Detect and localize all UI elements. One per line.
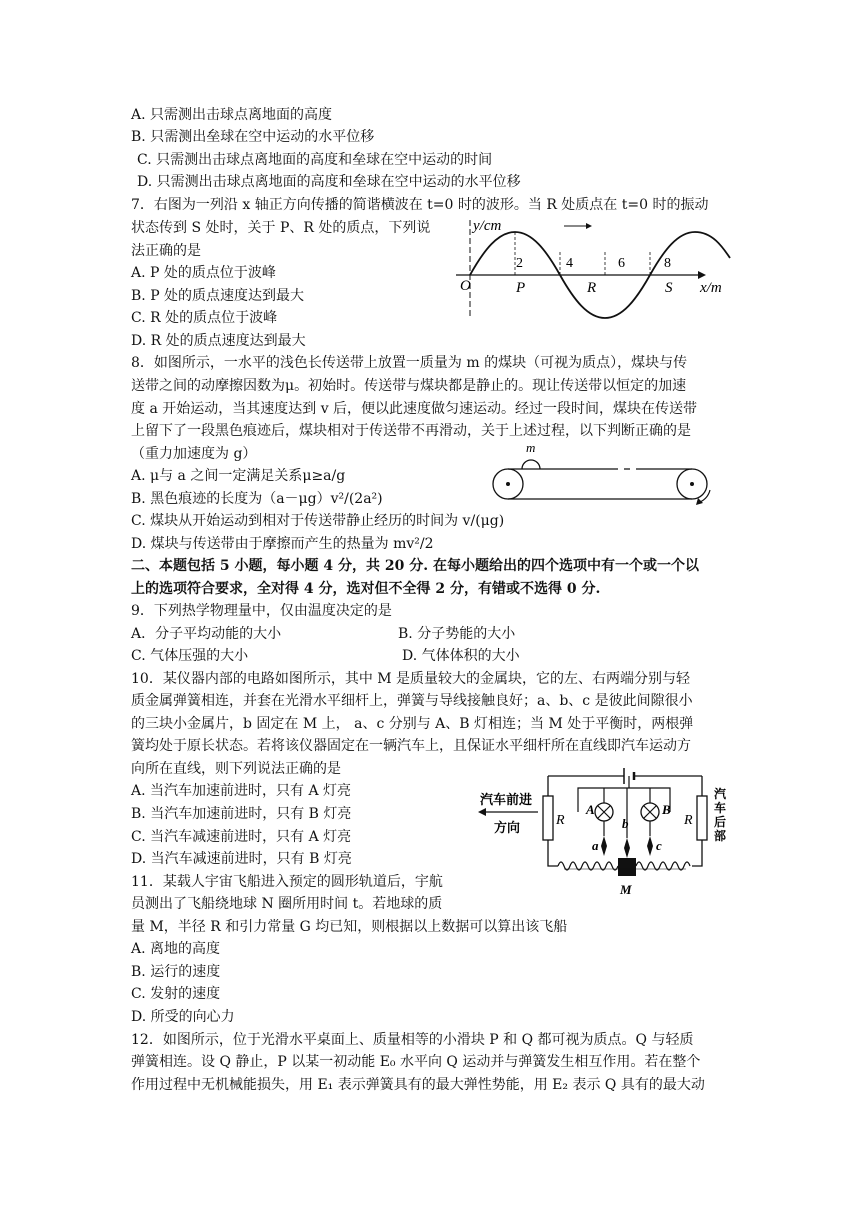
left-wire-lower: [548, 840, 558, 866]
q12-stem-line1: 12．如图所示，位于光滑水平桌面上、质量相等的小滑块 P 和 Q 都可视为质点。Q 与轻质: [131, 1032, 694, 1048]
section2-heading-line2: 上的选项符合要求，全对得 4 分，选对但不全得 2 分，有错或不选得 0 分.: [131, 581, 601, 597]
rear-label-char-3: 后: [714, 815, 727, 829]
q10-option-b: B. 当汽车加速前进时，只有 B 灯亮: [131, 806, 352, 822]
q10-stem-line5: 向所在直线，则下列说法正确的是: [131, 761, 341, 777]
left-pulley-axle: [506, 482, 510, 486]
q9-option-c: C. 气体压强的大小: [131, 648, 249, 664]
q8-stem-line5: （重力加速度为 g）: [131, 446, 257, 462]
q9-option-a: A．分子平均动能的大小: [131, 626, 282, 642]
mass-m-label: M: [620, 882, 632, 897]
q7-stem-line3: 法正确的是: [131, 243, 201, 259]
q11-option-c: C. 发射的速度: [131, 986, 221, 1002]
point-r-label: R: [587, 280, 597, 296]
x-axis-arrow-icon: [698, 271, 706, 279]
section2-heading-line1: 二、本题包括 5 小题，每小题 4 分，共 20 分. 在每小题给出的四个选项中有一个或一个以: [131, 558, 699, 574]
rear-label-char-4: 部: [714, 829, 727, 843]
plate-b-label: b: [622, 816, 629, 831]
q9-option-b: B. 分子势能的大小: [398, 626, 516, 642]
lamp-a-label: A: [586, 802, 595, 817]
q7-stem-line1: 7．右图为一列沿 x 轴正方向传播的简谐横波在 t=0 时的波形。当 R 处质点在 t=0 时的振动: [131, 197, 709, 213]
propagation-arrow-icon: [586, 223, 592, 229]
plate-c: [647, 836, 653, 856]
q8-stem-line2: 送带之间的动摩擦因数为μ。初始时。传送带与煤块都是静止的。现让传送带以恒定的加速: [131, 378, 687, 394]
q6-option-c: C. 只需测出击球点离地面的高度和垒球在空中运动的时间: [137, 152, 493, 168]
rear-label-char-2: 车: [714, 801, 727, 815]
tick-label-6: 6: [618, 256, 625, 271]
rear-label-char-1: 汽: [714, 787, 727, 801]
origin-label: O: [460, 278, 471, 294]
q12-stem-line3: 作用过程中无机械能损失，用 E₁ 表示弹簧具有的最大弹性势能，用 E₂ 表示 Q 具有的最大动: [131, 1077, 705, 1093]
right-pulley-axle: [690, 482, 694, 486]
q7-option-a: A. P 处的质点位于波峰: [131, 265, 276, 281]
q7-option-b: B. P 处的质点速度达到最大: [131, 288, 305, 304]
q8-option-c: C. 煤块从开始运动到相对于传送带静止经历的时间为 v/(μg): [131, 513, 505, 529]
q6-option-b: B. 只需测出垒球在空中运动的水平位移: [131, 129, 375, 145]
q8-option-b: B. 黑色痕迹的长度为（a－μg）v²/(2a²): [131, 491, 383, 507]
point-p-label: P: [516, 280, 526, 296]
q7-option-d: D. R 处的质点速度达到最大: [131, 333, 306, 349]
q6-option-a: A. 只需测出击球点离地面的高度: [131, 107, 333, 123]
q9-stem: 9．下列热学物理量中，仅由温度决定的是: [131, 603, 392, 619]
lamp-b-label: B: [662, 802, 671, 817]
q8-stem-line1: 8．如图所示，一水平的浅色长传送带上放置一质量为 m 的煤块（可视为质点），煤块与传: [131, 355, 688, 371]
wave-figure: [450, 212, 740, 320]
q10-stem-line1: 10．某仪器内部的电路如图所示，其中 M 是质量较大的金属块，它的左、右两端分别与轻: [131, 671, 691, 687]
left-resistor: [543, 796, 553, 840]
plate-a: [601, 836, 607, 856]
q10-stem-line2: 质金属弹簧相连，并套在光滑水平细杆上，弹簧与导线接触良好；a、b、c 是彼此间隙很小: [131, 693, 693, 709]
q10-option-a: A. 当汽车加速前进时，只有 A 灯亮: [131, 783, 352, 799]
coal-block: [522, 460, 540, 469]
q11-stem-line1: 11．某载人宇宙飞船进入预定的圆形轨道后，宇航: [131, 874, 443, 890]
q10-stem-line3: 的三块小金属片，b 固定在 M 上， a、c 分别与 A、B 灯相连；当 M 处于平衡时，两根弹: [131, 716, 694, 732]
q11-stem-line2: 员测出了飞船绕地球 N 圈所用时间 t。若地球的质: [131, 896, 443, 912]
plate-c-label: c: [656, 838, 662, 853]
tick-label-8: 8: [664, 256, 671, 271]
q6-option-d: D. 只需测出击球点离地面的高度和垒球在空中运动的水平位移: [137, 174, 521, 190]
front-direction-arrow-icon: [478, 808, 486, 816]
right-wire-lower: [692, 840, 702, 866]
left-resistor-label: R: [556, 813, 565, 828]
q12-stem-line2: 弹簧相连。设 Q 静止，P 以某一初动能 E₀ 水平向 Q 运动并与弹簧发生相互作用。若在整个: [131, 1054, 701, 1070]
q10-option-d: D. 当汽车减速前进时，只有 B 灯亮: [131, 851, 352, 867]
point-s-label: S: [665, 280, 673, 296]
x-axis-label: x/m: [700, 280, 722, 296]
q11-option-d: D. 所受的向心力: [131, 1009, 235, 1025]
q9-option-d: D. 气体体积的大小: [402, 648, 520, 664]
q8-stem-line4: 上留下了一段黑色痕迹后，煤块相对于传送带不再滑动，关于上述过程，以下判断正确的是: [131, 423, 691, 439]
q11-option-b: B. 运行的速度: [131, 964, 221, 980]
y-axis-label: y/cm: [473, 218, 502, 234]
q8-option-d: D. 煤块与传送带由于摩擦而产生的热量为 mv²/2: [131, 536, 434, 552]
mass-label: m: [526, 440, 536, 455]
q11-option-a: A. 离地的高度: [131, 941, 221, 957]
conveyor-figure: [488, 440, 728, 506]
q7-stem-line2: 状态传到 S 处时，关于 P、R 处的质点，下列说: [131, 220, 431, 236]
circuit-figure: [474, 766, 742, 902]
right-resistor-label: R: [684, 813, 693, 828]
plate-b: [624, 838, 630, 858]
tick-label-4: 4: [566, 256, 573, 271]
q10-option-c: C. 当汽车减速前进时，只有 A 灯亮: [131, 829, 352, 845]
front-label-2: 方向: [494, 820, 521, 835]
q8-stem-line3: 度 a 开始运动，当其速度达到 v 后，便以此速度做匀速运动。经过一段时间，煤块在传送带: [131, 401, 698, 417]
right-resistor: [697, 796, 707, 840]
q11-stem-line3: 量 M，半径 R 和引力常量 G 均已知，则根据以上数据可以算出该飞船: [131, 919, 568, 935]
plate-a-label: a: [592, 838, 599, 853]
q8-option-a: A. μ与 a 之间一定满足关系μ≥a/g: [131, 468, 346, 484]
q10-stem-line4: 簧均处于原长状态。若将该仪器固定在一辆汽车上，且保证水平细杆所在直线即汽车运动方: [131, 738, 691, 754]
q7-option-c: C. R 处的质点位于波峰: [131, 310, 278, 326]
metal-block-m: [618, 858, 636, 876]
tick-label-2: 2: [516, 256, 523, 271]
front-label-1: 汽车前进: [480, 792, 533, 807]
